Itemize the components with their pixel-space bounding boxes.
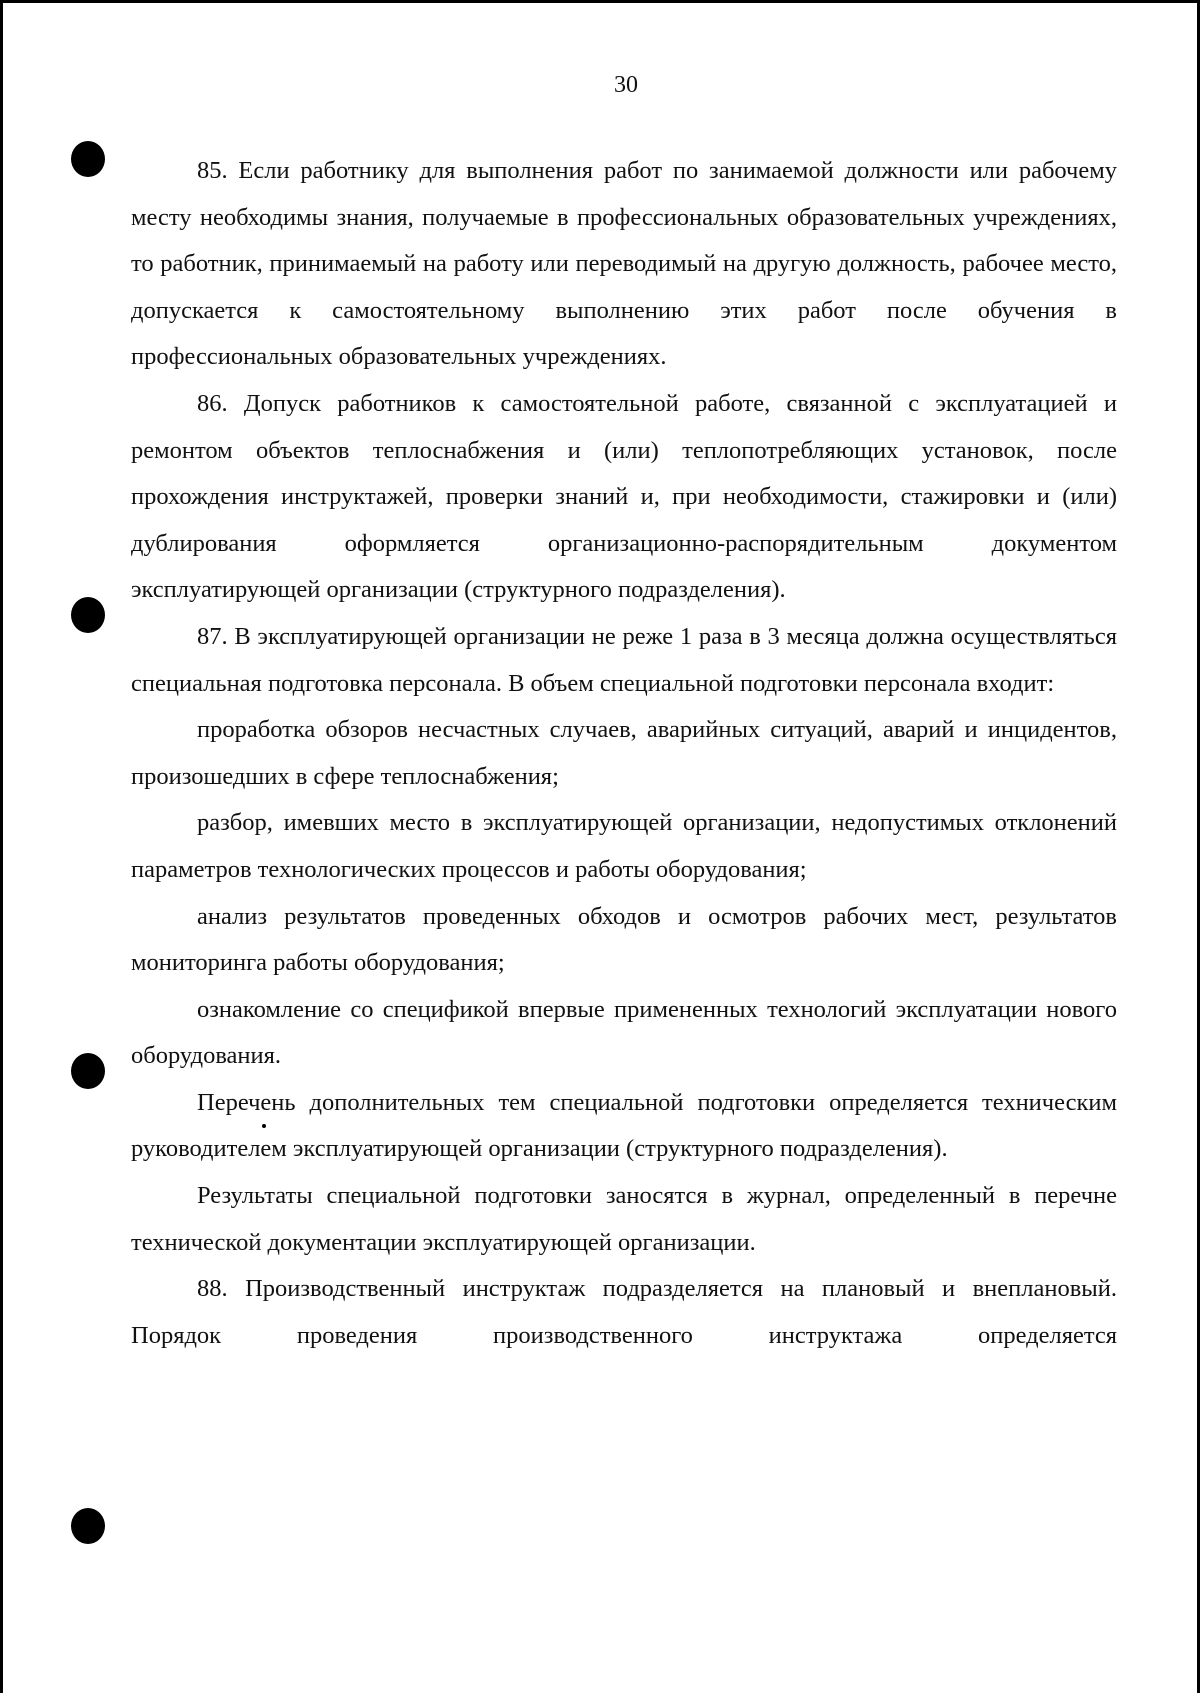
paragraph-86: 86. Допуск работников к самостоятельной работе, связанной с эксплуатацией и ремонтом объектов теплоснабжения и (или) теплопотребляющих установок, после прохождения инструктажей, проверки знаний и, при необходимости, стажировки и (или) дублирования оформляется организационно-распорядительным документом эксплуатирующей организации (структурного подразделения).: [131, 389, 1117, 604]
punch-hole-3: [71, 1053, 105, 1089]
page-number: 30: [614, 72, 638, 98]
list-item-review: проработка обзоров несчастных случаев, аварийных ситуаций, аварий и инцидентов, произошедших в сфере теплоснабжения;: [131, 716, 1117, 790]
punch-hole-4: [71, 1508, 105, 1544]
paragraph-results: Результаты специальной подготовки заносятся в журнал, определенный в перечне технической документации эксплуатирующей организации.: [131, 1182, 1117, 1256]
list-item-familiarization: ознакомление со спецификой впервые примененных технологий эксплуатации нового оборудования.: [131, 995, 1117, 1070]
punch-hole-2: [71, 597, 105, 633]
punch-hole-1: [71, 141, 105, 177]
page-border-top: [0, 0, 1200, 3]
paragraph-topics-list: Перечень дополнительных тем специальной подготовки определяется техническим руководителем эксплуатирующей организации (структурного подразделения).: [131, 1088, 1117, 1163]
page-border-left: [0, 0, 3, 1693]
document-body: [131, 148, 1117, 1359]
list-item-analysis: разбор, имевших место в эксплуатирующей организации, недопустимых отклонений параметров технологических процессов и работы оборудования;: [131, 809, 1117, 883]
paragraph-87: 87. В эксплуатирующей организации не реже 1 раза в 3 месяца должна осуществляться специальная подготовка персонала. В объем специальной подготовки персонала входит:: [131, 622, 1117, 697]
paragraph-85: 85. Если работнику для выполнения работ по занимаемой должности или рабочему месту необходимы знания, получаемые в профессиональных образовательных учреждениях, то работник, принимаемый на работу или переводимый на другую должность, рабочее место, допускается к самостоятельному выполнению этих работ после обучения в профессиональных образовательных учреждениях.: [131, 157, 1117, 371]
paragraph-88: 88. Производственный инструктаж подразделяется на плановый и внеплановый. Порядок проведения производственного инструктажа определяется: [131, 1275, 1117, 1349]
list-item-inspection: анализ результатов проведенных обходов и осмотров рабочих мест, результатов мониторинга работы оборудования;: [131, 902, 1117, 977]
